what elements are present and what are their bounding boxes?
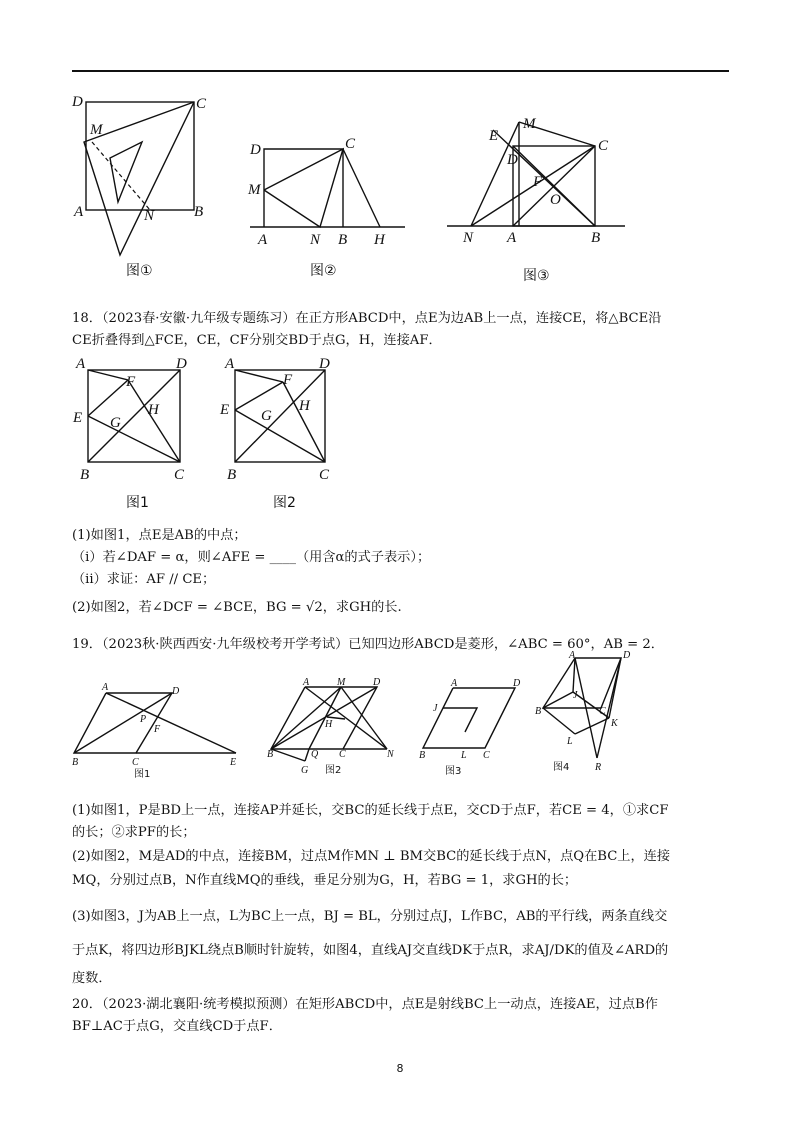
point-label: A (569, 650, 576, 661)
q19-figure-2 (265, 675, 415, 785)
q18-part2: (2)如图2，若∠DCF = ∠BCE，BG = √2，求GH的长. (72, 600, 402, 615)
point-label: N (310, 232, 321, 248)
top-figure-1 (70, 90, 220, 280)
q18-figure-1 (70, 352, 200, 512)
q19-figure-4 (535, 648, 635, 778)
point-label: B (80, 467, 90, 483)
point-label: D (623, 650, 631, 661)
q18-figure-2 (217, 352, 347, 512)
point-label: A (451, 678, 458, 689)
point-label: C (345, 136, 356, 152)
point-label: C (598, 138, 609, 154)
point-label: G (301, 765, 309, 776)
figure-caption: 图1 (126, 495, 149, 511)
q18-line1: 18．（2023春·安徽·九年级专题练习）在正方形ABCD中，点E为边AB上一点，连接CE，将△BCE沿 (72, 311, 662, 326)
point-label: C (483, 750, 490, 761)
point-label: C (132, 757, 139, 768)
q18-line2: CE折叠得到△FCE，CE，CF分别交BD于点G，H，连接AF． (72, 333, 442, 348)
figure-caption: 图① (126, 263, 153, 279)
figure-caption: 图2 (273, 495, 296, 511)
point-label: L (567, 736, 573, 747)
point-label: A (507, 230, 517, 246)
point-label: B (419, 750, 426, 761)
page-number: 8 (396, 1062, 404, 1075)
top-figure-3 (445, 88, 645, 288)
q18-part1-i: （i）若∠DAF = α，则∠AFE = ____（用含α的式子表示）； (72, 550, 431, 565)
point-label: B (535, 706, 542, 717)
q19-part2-line1: (2)如图2，M是AD的中点，连接BM，过点M作MN ⊥ BM交BC的延长线于点N，点Q在BC上，连接 (72, 849, 671, 864)
point-label: Q (311, 749, 319, 760)
point-label: D (250, 142, 261, 158)
figure-caption: 图3 (445, 766, 462, 777)
figure-caption: 图② (310, 263, 337, 279)
point-label: D (319, 356, 330, 372)
point-label: D (176, 356, 187, 372)
q19-part1-line1: (1)如图1，P是BD上一点，连接AP并延长，交BC的延长线于点E，交CD于点F，若CE = 4，①求CF (72, 803, 669, 818)
point-label: E (230, 757, 237, 768)
q19-part2-line2: MQ，分别过点B，N作直线MQ的垂线，垂足分别为G，H，若BG = 1，求GH的长； (72, 873, 578, 888)
figure-caption: 图2 (325, 765, 342, 776)
point-label: H (299, 398, 310, 414)
point-label: M (248, 182, 261, 198)
q19-part3-line1: (3)如图3，J为AB上一点，L为BC上一点，BJ = BL，分别过点J，L作BC，AB的平行线，两条直线交 (72, 909, 668, 924)
point-label: G (110, 415, 121, 431)
point-label: N (144, 208, 155, 224)
q19-part1-line2: 的长；②求PF的长； (72, 825, 196, 840)
point-label: B (591, 230, 601, 246)
point-label: R (595, 762, 602, 773)
point-label: C (599, 706, 606, 717)
point-label: D (513, 678, 521, 689)
figure-caption: 图4 (553, 762, 570, 773)
q19-line1: 19．（2023秋·陕西西安·九年级校考开学考试）已知四边形ABCD是菱形，∠ABC = 60°，AB = 2． (72, 637, 664, 652)
point-label: H (374, 232, 385, 248)
point-label: P (140, 714, 147, 725)
q19-figure-1 (70, 680, 245, 790)
point-label: K (611, 718, 618, 729)
top-figure-2 (240, 90, 410, 280)
point-label: M (337, 677, 346, 688)
point-label: L (461, 750, 467, 761)
point-label: F (154, 724, 161, 735)
point-label: C (174, 467, 185, 483)
point-label: E (73, 410, 83, 426)
point-label: C (196, 96, 207, 112)
q19-part3-line3: 度数． (72, 971, 112, 986)
point-label: M (523, 116, 536, 132)
point-label: H (325, 719, 333, 730)
point-label: F (126, 374, 136, 390)
point-label: O (550, 192, 561, 208)
q18-part1-ii: （ii）求证：AF // CE； (72, 572, 216, 587)
point-label: G (261, 408, 272, 424)
point-label: A (303, 677, 310, 688)
point-label: J (573, 690, 578, 701)
point-label: N (387, 749, 394, 760)
point-label: D (172, 686, 180, 697)
point-label: C (339, 749, 346, 760)
point-label: A (225, 356, 235, 372)
point-label: A (258, 232, 268, 248)
q20-line2: BF⊥AC于点G，交直线CD于点F． (72, 1019, 282, 1034)
point-label: M (90, 122, 103, 138)
figure-caption: 图1 (134, 769, 151, 780)
point-label: H (148, 402, 159, 418)
point-label: D (373, 677, 381, 688)
point-label: F (283, 372, 293, 388)
point-label: A (76, 356, 86, 372)
point-label: J (433, 703, 438, 714)
point-label: A (102, 682, 109, 693)
header-rule (72, 70, 729, 72)
point-label: E (489, 128, 499, 144)
point-label: F (533, 174, 543, 190)
point-label: D (72, 94, 83, 110)
point-label: N (463, 230, 474, 246)
q18-part1: (1)如图1，点E是AB的中点； (72, 528, 247, 543)
point-label: C (319, 467, 330, 483)
point-label: B (338, 232, 348, 248)
q20-line1: 20．（2023·湖北襄阳·统考模拟预测）在矩形ABCD中，点E是射线BC上一动点，连接AE，过点B作 (72, 997, 658, 1012)
q19-figure-3 (415, 678, 535, 788)
point-label: D (507, 152, 518, 168)
q19-part3-line2: 于点K，将四边形BJKL绕点B顺时针旋转，如图4，直线AJ交直线DK于点R，求AJ/DK的值及∠ARD的 (72, 943, 669, 958)
figure-caption: 图③ (523, 268, 550, 284)
point-label: B (267, 749, 274, 760)
point-label: B (72, 757, 79, 768)
point-label: A (74, 204, 84, 220)
point-label: E (220, 402, 230, 418)
point-label: B (194, 204, 204, 220)
point-label: B (227, 467, 237, 483)
